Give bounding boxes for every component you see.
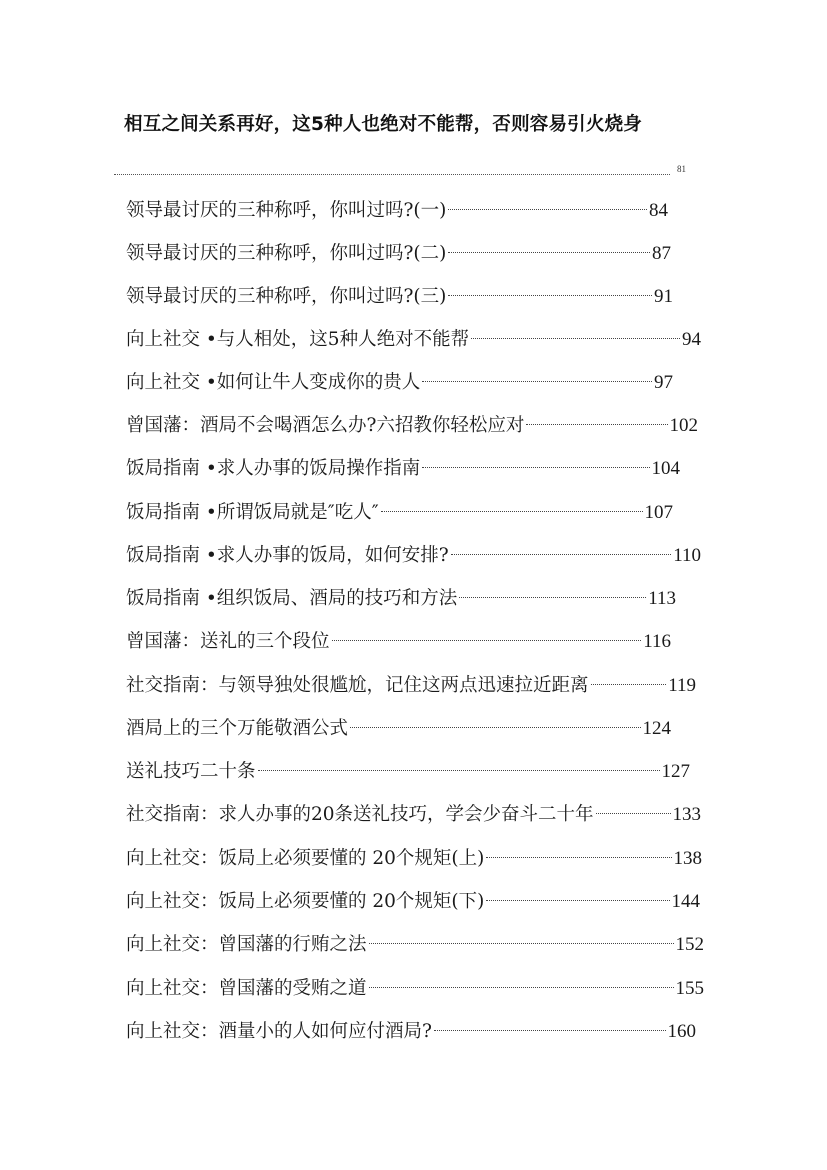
toc-entry-title: 送礼技巧二十条 (126, 761, 256, 782)
toc-entry-page-number: 119 (668, 675, 696, 696)
toc-entry[interactable] (126, 1017, 696, 1047)
toc-entry-page-number: 110 (673, 545, 701, 566)
toc-entry-page-number: 113 (648, 588, 676, 609)
toc-entry-page-number: 127 (661, 761, 690, 782)
toc-entry-leader (486, 900, 669, 901)
toc-entry-leader (451, 554, 671, 555)
toc-entry[interactable] (126, 627, 671, 657)
toc-entry[interactable] (126, 800, 701, 830)
toc-entry-title: 社交指南：求人办事的20条送礼技巧，学会少奋斗二十年 (126, 804, 594, 825)
toc-entry-leader (448, 209, 647, 210)
toc-entry-leader (434, 1030, 666, 1031)
toc-entry-page-number: 116 (643, 631, 671, 652)
toc-entry[interactable] (126, 498, 673, 528)
toc-entry-page-number: 91 (654, 286, 673, 307)
toc-entry-page-number: 107 (644, 502, 673, 523)
toc-entry-leader (369, 987, 674, 988)
toc-entry[interactable] (126, 974, 704, 1004)
toc-entry-leader (369, 943, 674, 944)
toc-entry[interactable] (126, 368, 673, 398)
toc-entry-title: 饭局指南 •所谓饭局就是″吃人″ (126, 502, 379, 523)
toc-entry-title: 曾国藩：送礼的三个段位 (126, 631, 330, 652)
toc-entry[interactable] (126, 757, 690, 787)
toc-entry-leader (471, 338, 680, 339)
toc-entry-leader (381, 511, 643, 512)
toc-entry-page-number: 160 (667, 1021, 696, 1042)
toc-entry-page-number: 104 (651, 458, 680, 479)
toc-entry-page-number: 155 (675, 978, 704, 999)
toc-heading-page-number: 81 (677, 164, 686, 174)
toc-entry-page-number: 133 (672, 804, 701, 825)
toc-entry[interactable] (126, 282, 673, 312)
toc-entry-title: 向上社交：酒量小的人如何应付酒局? (126, 1021, 432, 1042)
toc-entry-title: 向上社交 •与人相处，这5种人绝对不能帮 (126, 329, 470, 350)
toc-entry-title: 向上社交 •如何让牛人变成你的贵人 (126, 372, 421, 393)
toc-entry[interactable] (126, 584, 676, 614)
toc-entry[interactable] (126, 325, 701, 355)
toc-entry-leader (448, 295, 652, 296)
toc-entry-page-number: 87 (652, 243, 671, 264)
toc-entry-leader (258, 770, 660, 771)
toc-entry[interactable] (126, 541, 701, 571)
toc-entry-title: 向上社交：饭局上必须要懂的 20个规矩(上) (126, 848, 485, 869)
toc-entry[interactable] (126, 844, 702, 874)
toc-entry[interactable] (126, 671, 696, 701)
toc-entry-title: 曾国藩：酒局不会喝酒怎么办?六招教你轻松应对 (126, 415, 525, 436)
toc-entry-leader (486, 857, 671, 858)
toc-entry-title: 领导最讨厌的三种称呼，你叫过吗?(一) (126, 200, 447, 221)
toc-entry-title: 酒局上的三个万能敬酒公式 (126, 718, 349, 739)
toc-entry-leader (526, 424, 667, 425)
toc-entry-title: 饭局指南 •求人办事的饭局操作指南 (126, 458, 421, 479)
toc-entry[interactable] (126, 196, 668, 226)
toc-entry-leader (422, 381, 652, 382)
toc-entry-title: 向上社交：饭局上必须要懂的 20个规矩(下) (126, 891, 485, 912)
toc-entry-page-number: 102 (669, 415, 698, 436)
toc-entry[interactable] (126, 239, 671, 269)
toc-entry[interactable] (126, 454, 680, 484)
toc-entry-title: 向上社交：曾国藩的行贿之法 (126, 934, 367, 955)
toc-entry-leader (332, 640, 642, 641)
toc-entry-page-number: 84 (649, 200, 668, 221)
toc-entry-title: 饭局指南 •求人办事的饭局，如何安排? (126, 545, 449, 566)
toc-heading-leader (114, 166, 670, 175)
toc-entry-leader (459, 597, 646, 598)
toc-entry[interactable] (126, 930, 704, 960)
toc-entry-title: 领导最讨厌的三种称呼，你叫过吗?(三) (126, 286, 447, 307)
toc-entry-title: 饭局指南 •组织饭局、酒局的技巧和方法 (126, 588, 458, 609)
toc-entry-leader (596, 813, 671, 814)
toc-entry-page-number: 94 (682, 329, 701, 350)
toc-entry-leader (350, 727, 640, 728)
toc-entry-leader (448, 252, 650, 253)
toc-entry[interactable] (126, 714, 671, 744)
toc-heading-entry[interactable]: 相互之间关系再好，这5种人也绝对不能帮，否则容易引火烧身 (124, 114, 642, 135)
toc-entry-page-number: 97 (654, 372, 673, 393)
toc-entry-leader (422, 467, 649, 468)
toc-entry-page-number: 152 (675, 934, 704, 955)
toc-entry[interactable] (126, 411, 698, 441)
toc-entry-page-number: 144 (671, 891, 700, 912)
toc-entry-page-number: 124 (642, 718, 671, 739)
toc-entry-title: 向上社交：曾国藩的受贿之道 (126, 978, 367, 999)
toc-entry[interactable] (126, 887, 700, 917)
toc-entry-page-number: 138 (673, 848, 702, 869)
toc-entry-leader (591, 684, 667, 685)
toc-entry-title: 领导最讨厌的三种称呼，你叫过吗?(二) (126, 243, 447, 264)
toc-entry-title: 社交指南：与领导独处很尴尬，记住这两点迅速拉近距离 (126, 675, 589, 696)
